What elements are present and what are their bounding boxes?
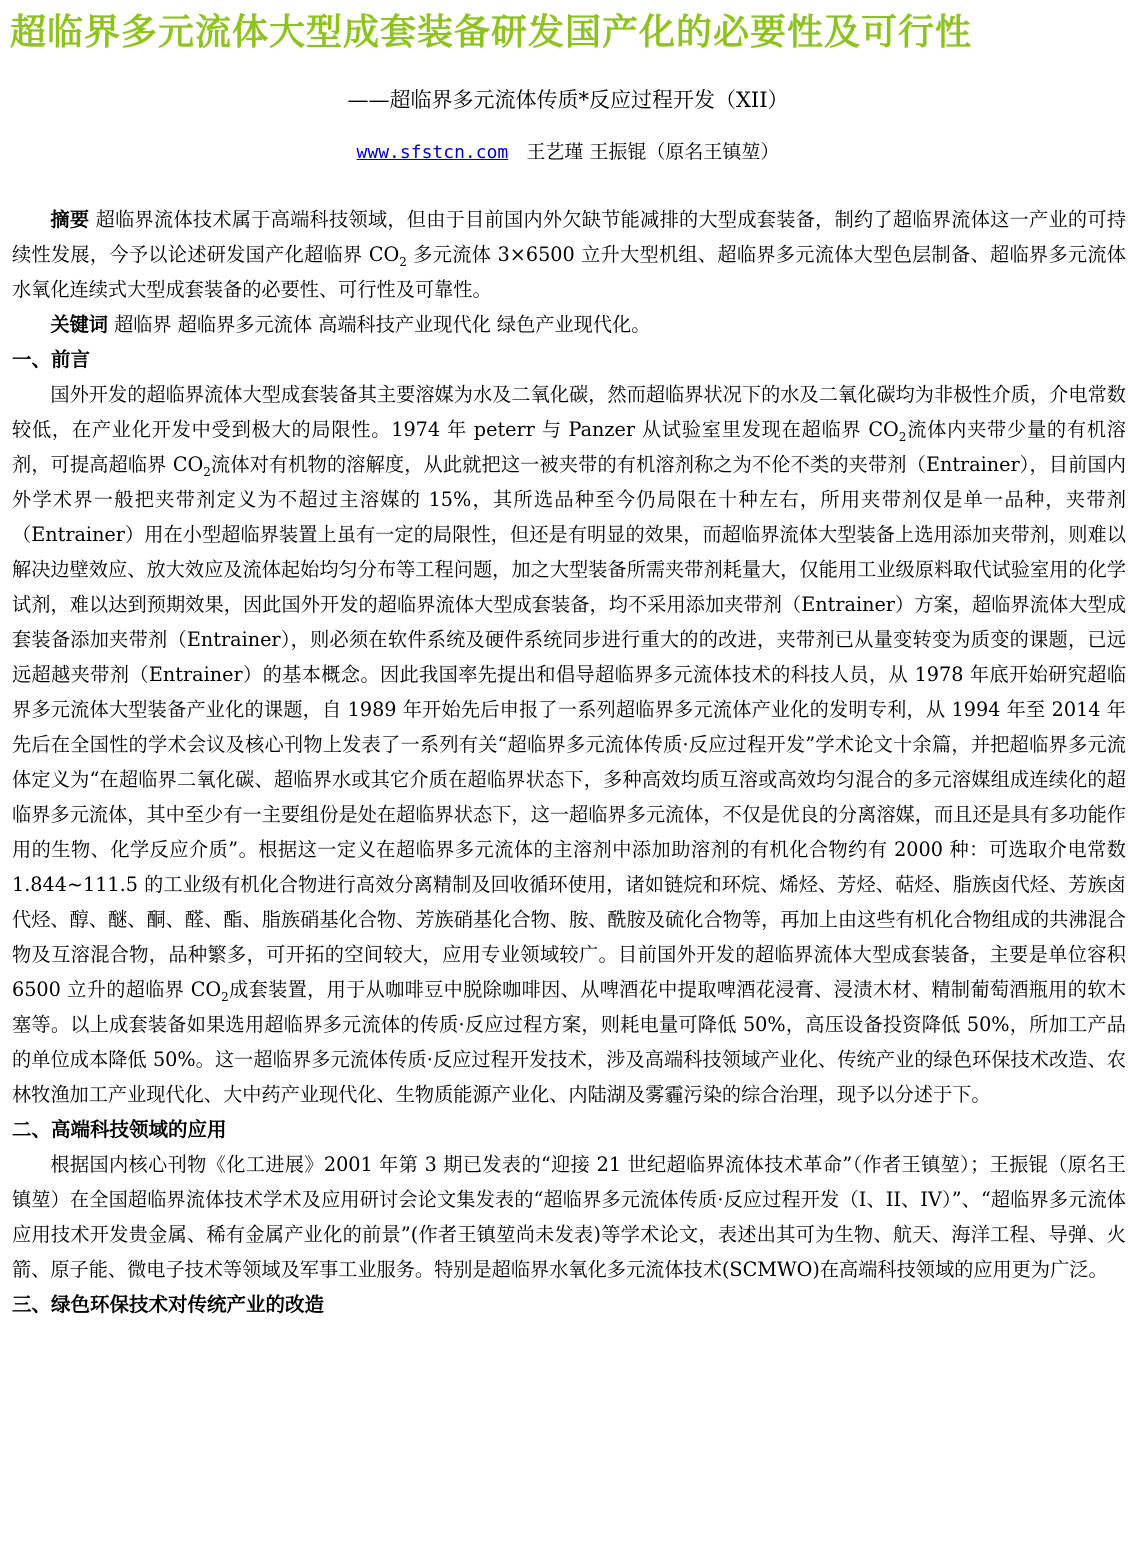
section-1-paragraph xyxy=(12,377,1126,1112)
co2-subscript: 2 xyxy=(898,429,907,444)
section-2-paragraph: 根据国内核心刊物《化工进展》2001 年第 3 期已发表的“迎接 21 世纪超临界流体技术革命”（作者王镇堃）；王振锟（原名王镇堃）在全国超临界流体技术学术及应用研讨会论文集发表的“超临界多元流体传质·反应过程开发（I、II、IV）”、“超临界多元流体应用技术开发贵金属、稀有金属产业化的前景”(作者王镇堃尚未发表)等学术论文，表述出其可为生物、航天、海洋工程、导弹、火箭、原子能、微电子技术等领域及军事工业服务。特别是超临界水氧化多元流体技术(SCMWO)在高端科技领域的应用更为广泛。 xyxy=(12,1153,1126,1281)
s1-text-b: 流体内夹带少量的有机溶剂，可提高超临界 CO xyxy=(12,418,1126,476)
section-1-heading: 一、前言 xyxy=(12,348,91,371)
section-2-heading: 二、高端科技领域的应用 xyxy=(12,1118,227,1141)
s1-text-c: 流体对有机物的溶解度，从此就把这一被夹带的有机溶剂称之为不伦不类的夹带剂（Entrainer），目前国内外学术界一般把夹带剂定义为不超过主溶媒的 15%，其所选品种至今仍局限在十种左右，所用夹带剂仅是单一品种，夹带剂（Entrainer）用在小型超临界装置上虽有一定的局限性，但还是有明显的效果，而超临界流体大型装备上选用添加夹带剂，则难以解决边壁效应、放大效应及流体起始均匀分布等工程问题，加之大型装备所需夹带剂耗量大，仅能用工业级原料取代试验室用的化学试剂，难以达到预期效果，因此国外开发的超临界流体大型成套装备，均不采用添加夹带剂（Entrainer）方案，超临界流体大型成套装备添加夹带剂（Entrainer），则必须在软件系统及硬件系统同步进行重大的的改进，夹带剂已从量变转变为质变的课题，已远远超越夹带剂（Entrainer）的基本概念。因此我国率先提出和倡导超临界多元流体技术的科技人员，从 1978 年底开始研究超临界多元流体大型装备产业化的课题，自 1989 年开始先后申报了一系列超临界多元流体产业化的发明专利，从 1994 年至 2014 年先后在全国性的学术会议及核心刊物上发表了一系列有关“超临界多元流体传质·反应过程开发”学术论文十余篇，并把超临界多元流体定义为“在超临界二氧化碳、超临界水或其它介质在超临界状态下，多种高效均质互溶或高效均匀混合的多元溶媒组成连续化的超临界多元流体，其中至少有一主要组份是处在超临界状态下，这一超临界多元流体，不仅是优良的分离溶媒，而且还是具有多功能作用的生物、化学反应介质”。根据这一定义在超临界多元流体的主溶剂中添加助溶剂的有机化合物约有 2000 种：可选取介电常数 1.844~111.5 的工业级有机化合物进行高效分离精制及回收循环使用，诸如链烷和环烷、烯烃、芳烃、萜烃、脂族卤代烃、芳族卤代烃、醇、醚、酮、醛、酯、脂族硝基化合物、芳族硝基化合物、胺、酰胺及硫化合物等，再加上由这些有机化合物组成的共沸混合物及互溶混合物，品种繁多，可开拓的空间较大，应用专业领域较广。目前国外开发的超临界流体大型成套装备，主要是单位容积 6500 立升的超临界 CO xyxy=(12,453,1126,1001)
website-link[interactable]: www.sfstcn.com xyxy=(356,142,509,163)
authors: 王艺瑾 王振锟（原名王镇堃） xyxy=(526,141,780,163)
byline xyxy=(0,137,1136,164)
co2-subscript: 2 xyxy=(399,254,407,269)
paper-title: 超临界多元流体大型成套装备研发国产化的必要性及可行性 xyxy=(10,11,973,53)
abstract-text-b: 多元流体 3×6500 立升大型机组、超临界多元流体大型色层制备、超临界多元流体水氧化连续式大型成套装备的必要性、可行性及可靠性。 xyxy=(12,243,1126,301)
s1-text-a: 国外开发的超临界流体大型成套装备其主要溶媒为水及二氧化碳，然而超临界状况下的水及二氧化碳均为非极性介质，介电常数较低，在产业化开发中受到极大的局限性。1974 年 peterr 与 Panzer 从试验室里发现在超临界 CO xyxy=(12,383,1126,441)
abstract-paragraph xyxy=(12,202,1126,307)
abstract-label: 摘要 xyxy=(50,208,90,231)
keywords-paragraph xyxy=(12,307,1126,342)
paper-subtitle: ——超临界多元流体传质*反应过程开发（XII） xyxy=(347,88,789,112)
co2-subscript: 2 xyxy=(203,464,211,479)
keywords-label: 关键词 xyxy=(50,313,108,336)
paper-body xyxy=(12,202,1126,1322)
co2-subscript: 2 xyxy=(221,989,229,1004)
s1-text-d: 成套装置，用于从咖啡豆中脱除咖啡因、从啤酒花中提取啤酒花浸膏、浸渍木材、精制葡萄酒瓶用的软木塞等。以上成套装备如果选用超临界多元流体的传质·反应过程方案，则耗电量可降低 50%，高压设备投资降低 50%，所加工产品的单位成本降低 50%。这一超临界多元流体传质·反应过程开发技术，涉及高端科技领域产业化、传统产业的绿色环保技术改造、农林牧渔加工产业现代化、大中药产业现代化、生物质能源产业化、内陆湖及雾霾污染的综合治理，现予以分述于下。 xyxy=(12,978,1126,1106)
section-3-heading: 三、绿色环保技术对传统产业的改造 xyxy=(12,1293,325,1316)
keywords-text: 超临界 超临界多元流体 高端科技产业现代化 绿色产业现代化。 xyxy=(114,313,651,336)
abstract-text-a: 超临界流体技术属于高端科技领域，但由于目前国内外欠缺节能减排的大型成套装备，制约了超临界流体这一产业的可持续性发展，今予以论述研发国产化超临界 CO xyxy=(12,208,1127,266)
